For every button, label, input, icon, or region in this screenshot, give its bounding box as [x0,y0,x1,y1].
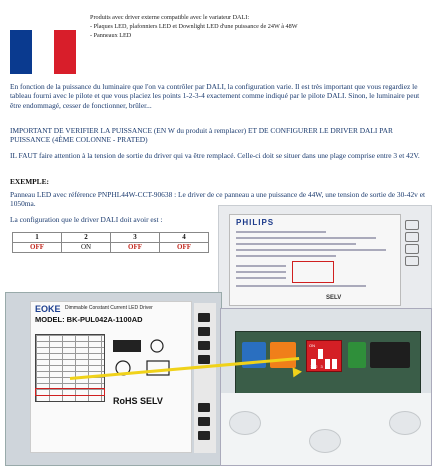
dip-switch-toggle [332,359,337,369]
terminal-block [198,417,210,426]
driver-terminals [194,303,216,453]
dip-on-label: ON [309,343,315,348]
rohs-selv-mark: RoHS SELV [113,396,163,406]
terminal-icon [405,244,419,254]
label-line [236,237,376,239]
table-header-cell: 1 [13,233,62,243]
label-line [236,265,286,267]
black-connector [370,342,410,368]
terminal-block [198,341,210,350]
label-line [236,285,366,287]
example-paragraph: Panneau LED avec référence PNPHL44W-CCT-90638 : Le driver de ce panneau a une puissance de 44W, une tension de sortie de 30-42v et 1050ma. [10,190,426,209]
important-paragraph: IMPORTANT DE VERIFIER LA PUISSANCE (EN W du produit à remplacer) ET DE CONFIGURER LE DRIVER DALI PAR PUISSANCE (4ÈME COLONNE - PRATED) [10,126,393,145]
label-line [236,271,286,273]
table-header-cell: 3 [111,233,160,243]
compatible-bullet: - Plaques LED, plafonniers LED et Downlight LED d'une puissance de 24W à 48W [90,22,298,30]
dip-switch-numbers: 1234 [310,364,331,369]
flag-blue-stripe [10,30,32,74]
orange-connector [270,342,296,368]
terminal-icon [405,220,419,230]
terminal-block [198,431,210,440]
driver-model: MODEL: BK-PUL042A-1100AD [35,315,143,324]
table-header-row [13,233,209,243]
dip-value-cell: OFF [160,243,209,253]
certification-icons [111,338,181,388]
configuration-intro: La configuration que le driver DALI doit avoir est : [10,215,163,224]
dip-switch-toggle [318,349,323,359]
driver-case [221,393,431,465]
power-rating-highlight [292,261,334,283]
case-boss [309,429,341,453]
dip-config-table [12,232,209,253]
compatible-bullet: - Panneaux LED [90,31,132,39]
table-row [13,243,209,253]
terminal-icon [405,256,419,266]
dip-value-cell: OFF [13,243,62,253]
terminal-block [198,403,210,412]
compatible-products-block [90,14,420,41]
terminal-block [198,313,210,322]
eoke-logo: EOKE [35,304,61,314]
philips-driver-photo [218,205,432,310]
dip-switch-closeup-photo [220,308,432,466]
green-connector [348,342,366,368]
philips-label [229,214,401,306]
terminal-icon [405,232,419,242]
philips-selv-mark: SELV [326,295,342,301]
case-boss [229,411,261,435]
dip-value-cell: ON [62,243,111,253]
dali-logo-icon [113,340,141,352]
dip-switch [306,340,342,372]
label-line [236,243,356,245]
label-line [236,249,386,251]
flag-red-stripe [54,30,76,74]
philips-logo: PHILIPS [236,218,275,227]
terminal-block [198,355,210,364]
selected-row-highlight [35,388,105,396]
dali-driver-photo [5,292,222,466]
table-header-cell: 4 [160,233,209,243]
arrow-head-icon [293,367,303,378]
compatible-intro: Produits avec driver externe compatible avec le variateur DALI: [90,14,250,21]
label-line [236,255,336,257]
terminal-block [198,327,210,336]
french-flag [10,30,76,74]
example-heading: EXEMPLE: [10,177,50,186]
ce-mark-icon [151,340,163,352]
dip-value-cell: OFF [111,243,160,253]
dali-driver-label [30,301,192,453]
label-line [236,231,326,233]
driver-title: Dimmable Constant Current LED Driver [65,305,153,311]
intro-paragraph: En fonction de la puissance du luminaire que l'on va contrôler par DALI, la configuration varie. Il est très important que vous regardiez le tableau fourni avec le pilote et que vous placiez les points 1-2-3-4 exactement comme indiqué par le pilote DALI. Sinon, le luminaire peut être endommagé, cesser de fonctionner, brûler... [10,82,420,110]
case-boss [389,411,421,435]
label-line [236,277,286,279]
table-header-cell: 2 [62,233,111,243]
flag-white-stripe [32,30,54,74]
voltage-paragraph: IL FAUT faire attention à la tension de sortie du driver qui va être remplacé. Celle-ci doit se situer dans une plage comprise entre 3 et 42V. [10,151,420,160]
